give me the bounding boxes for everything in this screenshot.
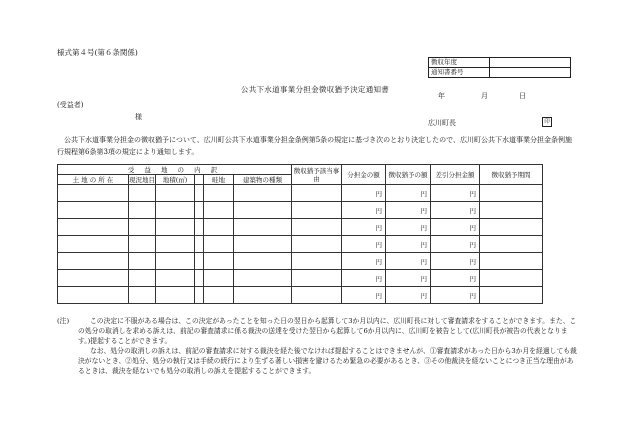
- cell-period[interactable]: [480, 236, 543, 253]
- cell-area[interactable]: [156, 253, 195, 270]
- cell-deferred[interactable]: 円: [386, 202, 431, 219]
- cell-location[interactable]: [58, 185, 129, 202]
- cell-period[interactable]: [480, 270, 543, 287]
- honorific: 様: [135, 113, 142, 121]
- land-breakdown-table: [57, 164, 543, 304]
- cell-net[interactable]: 円: [431, 287, 480, 304]
- body-text: 公共下水道事業分担金の徴収猶予について、広川町公共下水道事業分担金条例第5条の規定に基づき次のとおり決定したので、広川町公共下水道事業分担金条例施行規程第6条第3項の規定により通知します。: [57, 136, 573, 156]
- col-area-fraction: [195, 175, 204, 185]
- cell-current-land[interactable]: [129, 287, 156, 304]
- cell-reason[interactable]: [292, 219, 342, 236]
- cell-building-type[interactable]: [234, 202, 292, 219]
- cell-current-land[interactable]: [129, 219, 156, 236]
- cell-building[interactable]: [204, 236, 234, 253]
- cell-location[interactable]: [58, 270, 129, 287]
- cell-building-type[interactable]: [234, 287, 292, 304]
- table-row: [58, 219, 543, 236]
- cell-assessment[interactable]: 円: [342, 287, 386, 304]
- cell-current-land[interactable]: [129, 202, 156, 219]
- cell-net[interactable]: 円: [431, 270, 480, 287]
- document-title: 公共下水道事業分担金徴収猶予決定通知書: [240, 85, 390, 94]
- cell-net[interactable]: 円: [431, 202, 480, 219]
- cell-area[interactable]: [156, 287, 195, 304]
- cell-area[interactable]: [156, 236, 195, 253]
- col-reason: 徴収猶予該当事由: [292, 165, 342, 185]
- table-row: [58, 253, 543, 270]
- cell-reason[interactable]: [292, 202, 342, 219]
- cell-deferred[interactable]: 円: [386, 236, 431, 253]
- notes-tag: (注): [57, 317, 70, 325]
- notes-paragraph-1: この決定に不服がある場合は、この決定があったことを知った日の翌日から起算して3か月以内に、広川町長に対して審査請求をすることができます。また、この処分の取消しを求める訴えは、前記の審査請求に係る裁決の送達を受けた翌日から起算して6か月以内に、広川町を被告として(広川町長が被告の代表となります。)提起することができます。: [78, 317, 577, 345]
- cell-building[interactable]: [204, 270, 234, 287]
- col-area: 地積(㎡): [156, 175, 195, 185]
- cell-period[interactable]: [480, 219, 543, 236]
- cell-area[interactable]: [156, 270, 195, 287]
- cell-building-type[interactable]: [234, 236, 292, 253]
- cell-reason[interactable]: [292, 270, 342, 287]
- table-row: [58, 236, 543, 253]
- date-day: 日: [519, 92, 526, 100]
- issuer-name: 広川町長: [428, 119, 456, 127]
- cell-building-type[interactable]: [234, 253, 292, 270]
- col-assessment: 分担金の額: [342, 165, 386, 185]
- table-row: [58, 270, 543, 287]
- col-current-land: 現況地目: [129, 176, 155, 184]
- recipient-label: (受益者): [57, 101, 84, 109]
- col-building-type: 建築物の種類: [234, 175, 292, 185]
- cell-assessment[interactable]: 円: [342, 270, 386, 287]
- cell-area-fraction[interactable]: [195, 219, 204, 236]
- cell-building-type[interactable]: [234, 270, 292, 287]
- cell-deferred[interactable]: 円: [386, 185, 431, 202]
- notice-number-label: 通知書番号: [429, 68, 490, 78]
- cell-net[interactable]: 円: [431, 185, 480, 202]
- cell-net[interactable]: 円: [431, 236, 480, 253]
- cell-area-fraction[interactable]: [195, 253, 204, 270]
- date-month: 月: [481, 92, 488, 100]
- notes: [57, 316, 577, 376]
- col-deferred: 徴収猶予の額: [386, 165, 431, 185]
- id-box: [428, 57, 571, 78]
- cell-location[interactable]: [58, 202, 129, 219]
- cell-location[interactable]: [58, 236, 129, 253]
- table-row: [58, 202, 543, 219]
- cell-deferred[interactable]: 円: [386, 253, 431, 270]
- cell-period[interactable]: [480, 253, 543, 270]
- cell-assessment[interactable]: 円: [342, 236, 386, 253]
- cell-location[interactable]: [58, 287, 129, 304]
- cell-building[interactable]: [204, 185, 234, 202]
- cell-period[interactable]: [480, 185, 543, 202]
- table-row: [58, 185, 543, 202]
- cell-area-fraction[interactable]: [195, 270, 204, 287]
- cell-assessment[interactable]: 円: [342, 185, 386, 202]
- cell-building[interactable]: [204, 202, 234, 219]
- seal-stamp: 印: [542, 117, 552, 127]
- cell-net[interactable]: 円: [431, 219, 480, 236]
- cell-area[interactable]: [156, 185, 195, 202]
- cell-building[interactable]: [204, 253, 234, 270]
- cell-reason[interactable]: [292, 236, 342, 253]
- cell-current-land[interactable]: [129, 185, 156, 202]
- notice-number-field[interactable]: [490, 68, 571, 78]
- col-period: 徴収猶予期間: [480, 165, 543, 185]
- cell-area-fraction[interactable]: [195, 287, 204, 304]
- cell-area[interactable]: [156, 219, 195, 236]
- cell-reason[interactable]: [292, 185, 342, 202]
- col-location: 土 地 の 所 在: [58, 175, 129, 185]
- table-row: [58, 287, 543, 304]
- cell-building[interactable]: [204, 219, 234, 236]
- cell-building[interactable]: [204, 287, 234, 304]
- cell-area-fraction[interactable]: [195, 202, 204, 219]
- cell-deferred[interactable]: 円: [386, 219, 431, 236]
- cell-period[interactable]: [480, 202, 543, 219]
- cell-assessment[interactable]: 円: [342, 202, 386, 219]
- collection-year-field[interactable]: [490, 58, 571, 68]
- cell-assessment[interactable]: 円: [342, 253, 386, 270]
- group-header: 受 益 地 の 内 訳: [58, 165, 292, 175]
- notes-paragraph-2: なお、処分の取消しの訴えは、前記の審査請求に対する裁決を経た後でなければ提起することはできませんが、①審査請求があった日から3か月を経過しても裁決がないとき、②処分、処分の執行又は手続の続行により生ずる著しい損害を避けるため緊急の必要があるとき、③その他裁決を経ないことにつき正当な理由があるときは、裁決を経ないでも処分の取消しの訴えを提起することができます。: [78, 347, 577, 375]
- cell-building-type[interactable]: [234, 219, 292, 236]
- col-net: 差引分担金額: [431, 165, 480, 185]
- col-building: 畦地: [204, 175, 234, 185]
- cell-area-fraction[interactable]: [195, 185, 204, 202]
- cell-building-type[interactable]: [234, 185, 292, 202]
- cell-reason[interactable]: [292, 287, 342, 304]
- cell-location[interactable]: [58, 253, 129, 270]
- cell-area-fraction[interactable]: [195, 236, 204, 253]
- cell-current-land[interactable]: [129, 253, 156, 270]
- cell-current-land[interactable]: [129, 236, 156, 253]
- cell-current-land[interactable]: [129, 270, 156, 287]
- cell-net[interactable]: 円: [431, 253, 480, 270]
- cell-reason[interactable]: [292, 253, 342, 270]
- cell-location[interactable]: [58, 219, 129, 236]
- cell-deferred[interactable]: 円: [386, 270, 431, 287]
- cell-period[interactable]: [480, 287, 543, 304]
- cell-deferred[interactable]: 円: [386, 287, 431, 304]
- cell-assessment[interactable]: 円: [342, 219, 386, 236]
- cell-area[interactable]: [156, 202, 195, 219]
- date-year: 年: [438, 92, 445, 100]
- form-number: 様式第４号(第６条関係): [57, 48, 138, 57]
- collection-year-label: 徴収年度: [429, 58, 490, 68]
